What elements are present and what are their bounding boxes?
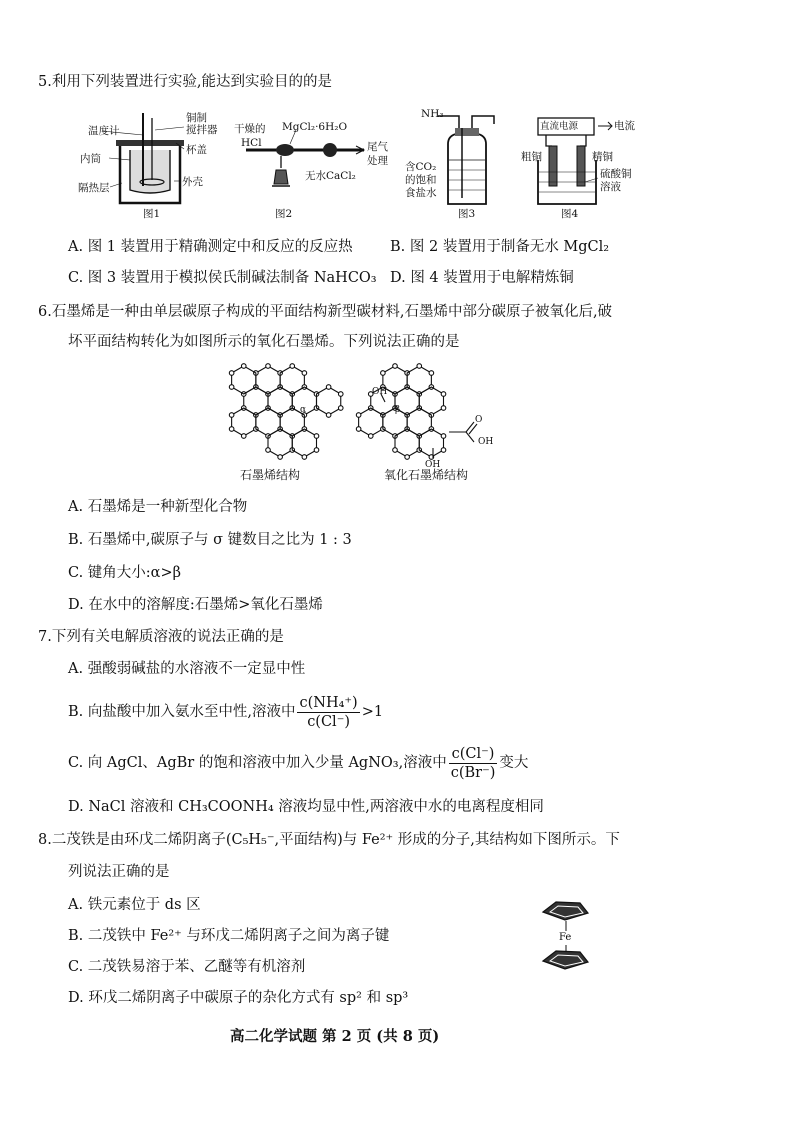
label-lid: 杯盖 (186, 144, 207, 156)
hydroxyl-label-bottom: OH (425, 460, 441, 470)
q6-stem-line-2: 坏平面结构转化为如图所示的氧化石墨烯。下列说法正确的是 (68, 334, 460, 350)
carbonyl-oxygen-label: O (475, 415, 483, 425)
q7-option-d: D. NaCl 溶液和 CH₃COONH₄ 溶液均显中性,两溶液中水的电离程度相同 (68, 799, 544, 815)
graphene-caption: 石墨烯结构 (240, 468, 301, 482)
q8-option-d: D. 环戊二烯阴离子中碳原子的杂化方式有 sp² 和 sp³ (68, 990, 409, 1006)
label-co2-brine-2: 的饱和 (405, 174, 437, 186)
label-anhydrous-cacl2: 无水CaCl₂ (305, 170, 356, 182)
graphene-oxide-caption: 氧化石墨烯结构 (384, 468, 469, 482)
label-insulation: 隔热层 (78, 182, 110, 194)
label-stirrer-1: 铜制 (186, 112, 207, 124)
label-crude-copper: 粗铜 (521, 151, 542, 163)
q6-option-a: A. 石墨烯是一种新型化合物 (68, 499, 248, 515)
label-tail-gas-2: 处理 (367, 155, 388, 167)
label-pure-copper: 精铜 (592, 151, 613, 163)
q6-option-c: C. 键角大小:α>β (68, 565, 182, 581)
label-cuso4-1: 硫酸铜 (600, 168, 632, 180)
q7-option-b-comparison: >1 (361, 704, 384, 720)
figure-4-caption: 图4 (561, 208, 579, 220)
q5-option-b: B. 图 2 装置用于制备无水 MgCl₂ (390, 239, 610, 255)
q7-option-c-text: C. 向 AgCl、AgBr 的饱和溶液中加入少量 AgNO₃,溶液中 (68, 755, 447, 771)
label-cuso4-2: 溶液 (600, 181, 621, 193)
fraction-denominator: c(Br⁻) (450, 764, 496, 781)
q8-stem-line-1: 8.二茂铁是由环戊二烯阴离子(C₅H₅⁻,平面结构)与 Fe²⁺ 形成的分子,其结构如下图所示。下 (38, 832, 620, 848)
q5-option-a: A. 图 1 装置用于精确测定中和反应的反应热 (68, 239, 353, 255)
label-stirrer-2: 搅拌器 (186, 124, 218, 136)
q5-option-c: C. 图 3 装置用于模拟侯氏制碱法制备 NaHCO₃ (68, 270, 377, 286)
iron-atom-label: Fe (559, 932, 572, 943)
figure-2-caption: 图2 (275, 208, 293, 220)
q6-stem-line-1: 6.石墨烯是一种由单层碳原子构成的平面结构新型碳材料,石墨烯中部分碳原子被氧化后,破 (38, 304, 613, 320)
q6-option-b: B. 石墨烯中,碳原子与 σ 键数目之比为 1 : 3 (68, 532, 352, 548)
q7-option-a: A. 强酸弱碱盐的水溶液不一定显中性 (68, 661, 306, 677)
q8-option-c: C. 二茂铁易溶于苯、乙醚等有机溶剂 (68, 959, 306, 975)
q5-stem: 5.利用下列装置进行实验,能达到实验目的的是 (38, 74, 332, 90)
label-co2-brine-1: 含CO₂ (405, 161, 437, 173)
q7-stem: 7.下列有关电解质溶液的说法正确的是 (38, 629, 284, 645)
q8-option-a: A. 铁元素位于 ds 区 (68, 897, 201, 913)
fraction-denominator: c(Cl⁻) (307, 713, 351, 730)
q7-option-c-suffix: 变大 (499, 755, 529, 771)
hydroxyl-label-top: OH (372, 387, 388, 397)
label-dry-hcl-2: HCl (241, 137, 262, 149)
q7-option-b-text: B. 向盐酸中加入氨水至中性,溶液中 (68, 704, 296, 720)
fraction-numerator: c(NH₄⁺) (299, 694, 358, 711)
figure-1-caption: 图1 (143, 208, 161, 220)
label-mgcl2-hydrate: MgCl₂·6H₂O (282, 121, 348, 133)
bond-angle-beta: β (395, 405, 401, 415)
figure-3-caption: 图3 (458, 208, 476, 220)
label-shell: 外壳 (182, 176, 203, 188)
label-dry-hcl-1: 干燥的 (234, 123, 266, 135)
label-nh3: NH₃ (421, 108, 444, 120)
label-thermometer: 温度计 (88, 125, 120, 137)
label-inner-cup: 内筒 (80, 153, 101, 165)
q5-option-d: D. 图 4 装置用于电解精炼铜 (390, 270, 574, 286)
q8-stem-line-2: 列说法正确的是 (68, 864, 170, 880)
q8-option-b: B. 二茂铁中 Fe²⁺ 与环戊二烯阴离子之间为离子键 (68, 928, 390, 944)
q6-option-d: D. 在水中的溶解度:石墨烯>氧化石墨烯 (68, 597, 323, 613)
carboxyl-oh-label: OH (478, 437, 494, 447)
bond-angle-alpha: α (300, 405, 307, 415)
fraction-numerator: c(Cl⁻) (449, 745, 498, 764)
label-co2-brine-3: 食盐水 (405, 187, 437, 199)
page-footer: 高二化学试题 第 2 页 (共 8 页) (230, 1028, 440, 1045)
label-tail-gas-1: 尾气 (367, 141, 388, 153)
label-current: 电流 (614, 120, 635, 132)
label-dc-power: 直流电源 (540, 121, 579, 132)
